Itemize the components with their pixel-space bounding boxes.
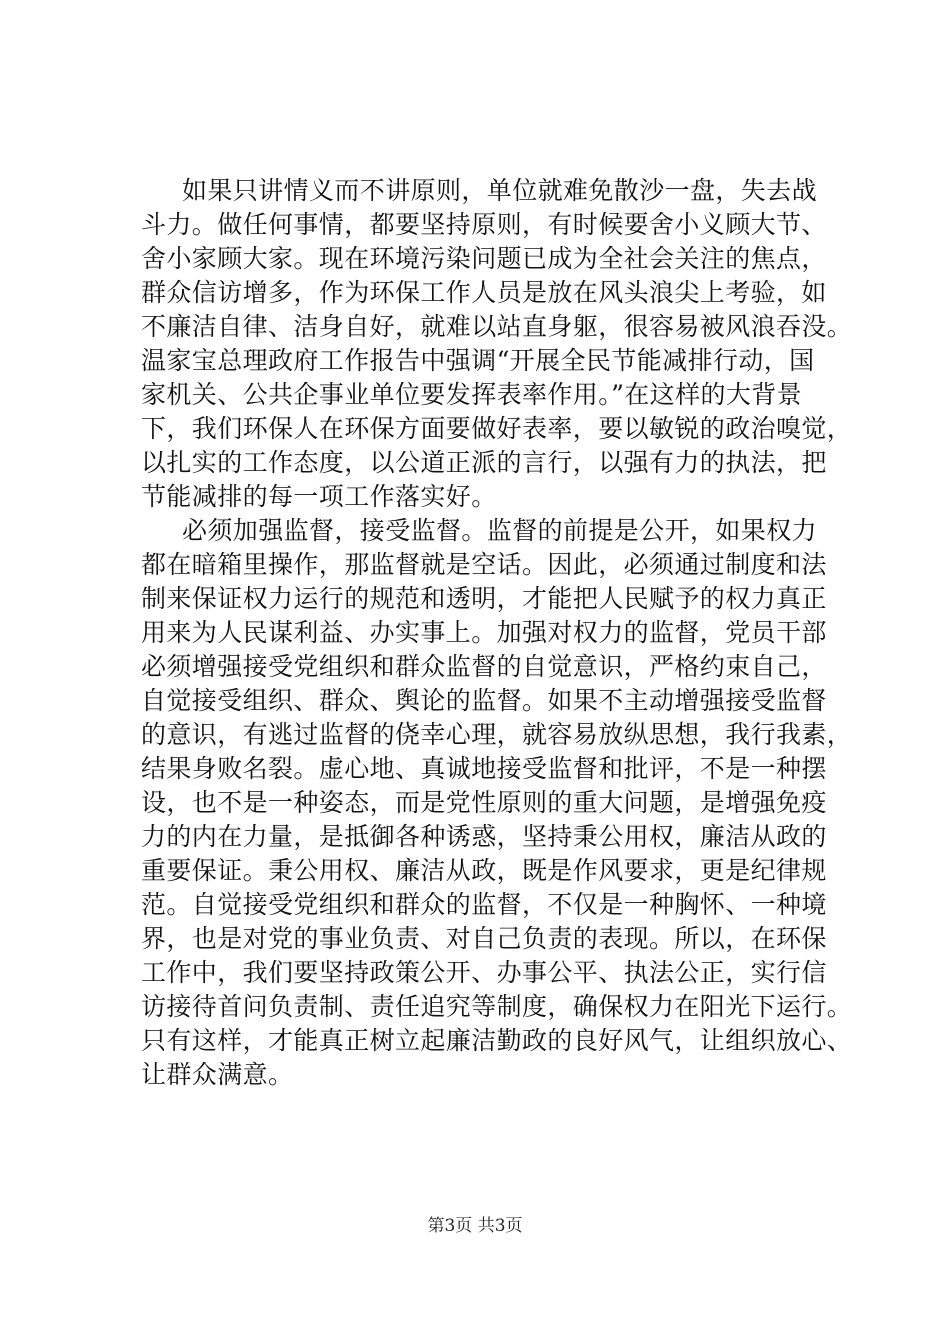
paragraph-supervision [141, 514, 851, 1092]
text-line: 必须增强接受党组织和群众监督的自觉意识，严格约束自己， [141, 652, 827, 681]
text-line: 温家宝总理政府工作报告中强调“开展全民节能减排行动，国 [141, 346, 815, 375]
text-line: 节能减排的每一项工作落实好。 [141, 482, 497, 511]
text-line: 力的内在力量，是抵御各种诱惑，坚持秉公用权，廉洁从政的 [141, 822, 827, 851]
text-line: 自觉接受组织、群众、舆论的监督。如果不主动增强接受监督 [141, 686, 827, 715]
text-line: 用来为人民谋利益、办实事上。加强对权力的监督，党员干部 [141, 618, 827, 647]
text-line: 群众信访增多，作为环保工作人员是放在风头浪尖上考验，如 [141, 278, 827, 307]
text-line: 重要保证。秉公用权、廉洁从政，既是作风要求，更是纪律规 [141, 856, 827, 885]
text-line: 的意识，有逃过监督的侥幸心理，就容易放纵思想，我行我素， [141, 720, 853, 749]
text-line: 家机关、公共企事业单位要发挥表率作用。”在这样的大背景 [141, 380, 803, 409]
text-line: 界，也是对党的事业负责、对自己负责的表现。所以，在环保 [141, 924, 827, 953]
text-line: 工作中，我们要坚持政策公开、办事公平、执法公正，实行信 [141, 958, 827, 987]
text-line: 让群众满意。 [141, 1060, 294, 1089]
text-line: 范。自觉接受党组织和群众的监督，不仅是一种胸怀、一种境 [141, 890, 827, 919]
paragraph-principle [141, 174, 851, 514]
text-line: 必须加强监督，接受监督。监督的前提是公开，如果权力 [182, 516, 818, 545]
page-number-footer: 第3页 共3页 [427, 1216, 523, 1236]
text-line: 不廉洁自律、洁身自好，就难以站直身躯，很容易被风浪吞没。 [141, 312, 853, 341]
text-line: 访接待首问负责制、责任追究等制度，确保权力在阳光下运行。 [141, 992, 853, 1021]
text-line: 制来保证权力运行的规范和透明，才能把人民赋予的权力真正 [141, 584, 827, 613]
text-line: 斗力。做任何事情，都要坚持原则，有时候要舍小义顾大节、 [141, 210, 827, 239]
text-line: 结果身败名裂。虚心地、真诚地接受监督和批评，不是一种摆 [141, 754, 827, 783]
text-line: 只有这样，才能真正树立起廉洁勤政的良好风气，让组织放心、 [141, 1026, 853, 1055]
document-body [141, 174, 851, 1092]
text-line: 如果只讲情义而不讲原则，单位就难免散沙一盘，失去战 [182, 176, 818, 205]
text-line: 下，我们环保人在环保方面要做好表率，要以敏锐的政治嗅觉， [141, 414, 853, 443]
text-line: 都在暗箱里操作，那监督就是空话。因此，必须通过制度和法 [141, 550, 827, 579]
text-line: 设，也不是一种姿态，而是党性原则的重大问题，是增强免疫 [141, 788, 827, 817]
text-line: 以扎实的工作态度，以公道正派的言行，以强有力的执法，把 [141, 448, 827, 477]
text-line: 舍小家顾大家。现在环境污染问题已成为全社会关注的焦点， [141, 244, 827, 273]
